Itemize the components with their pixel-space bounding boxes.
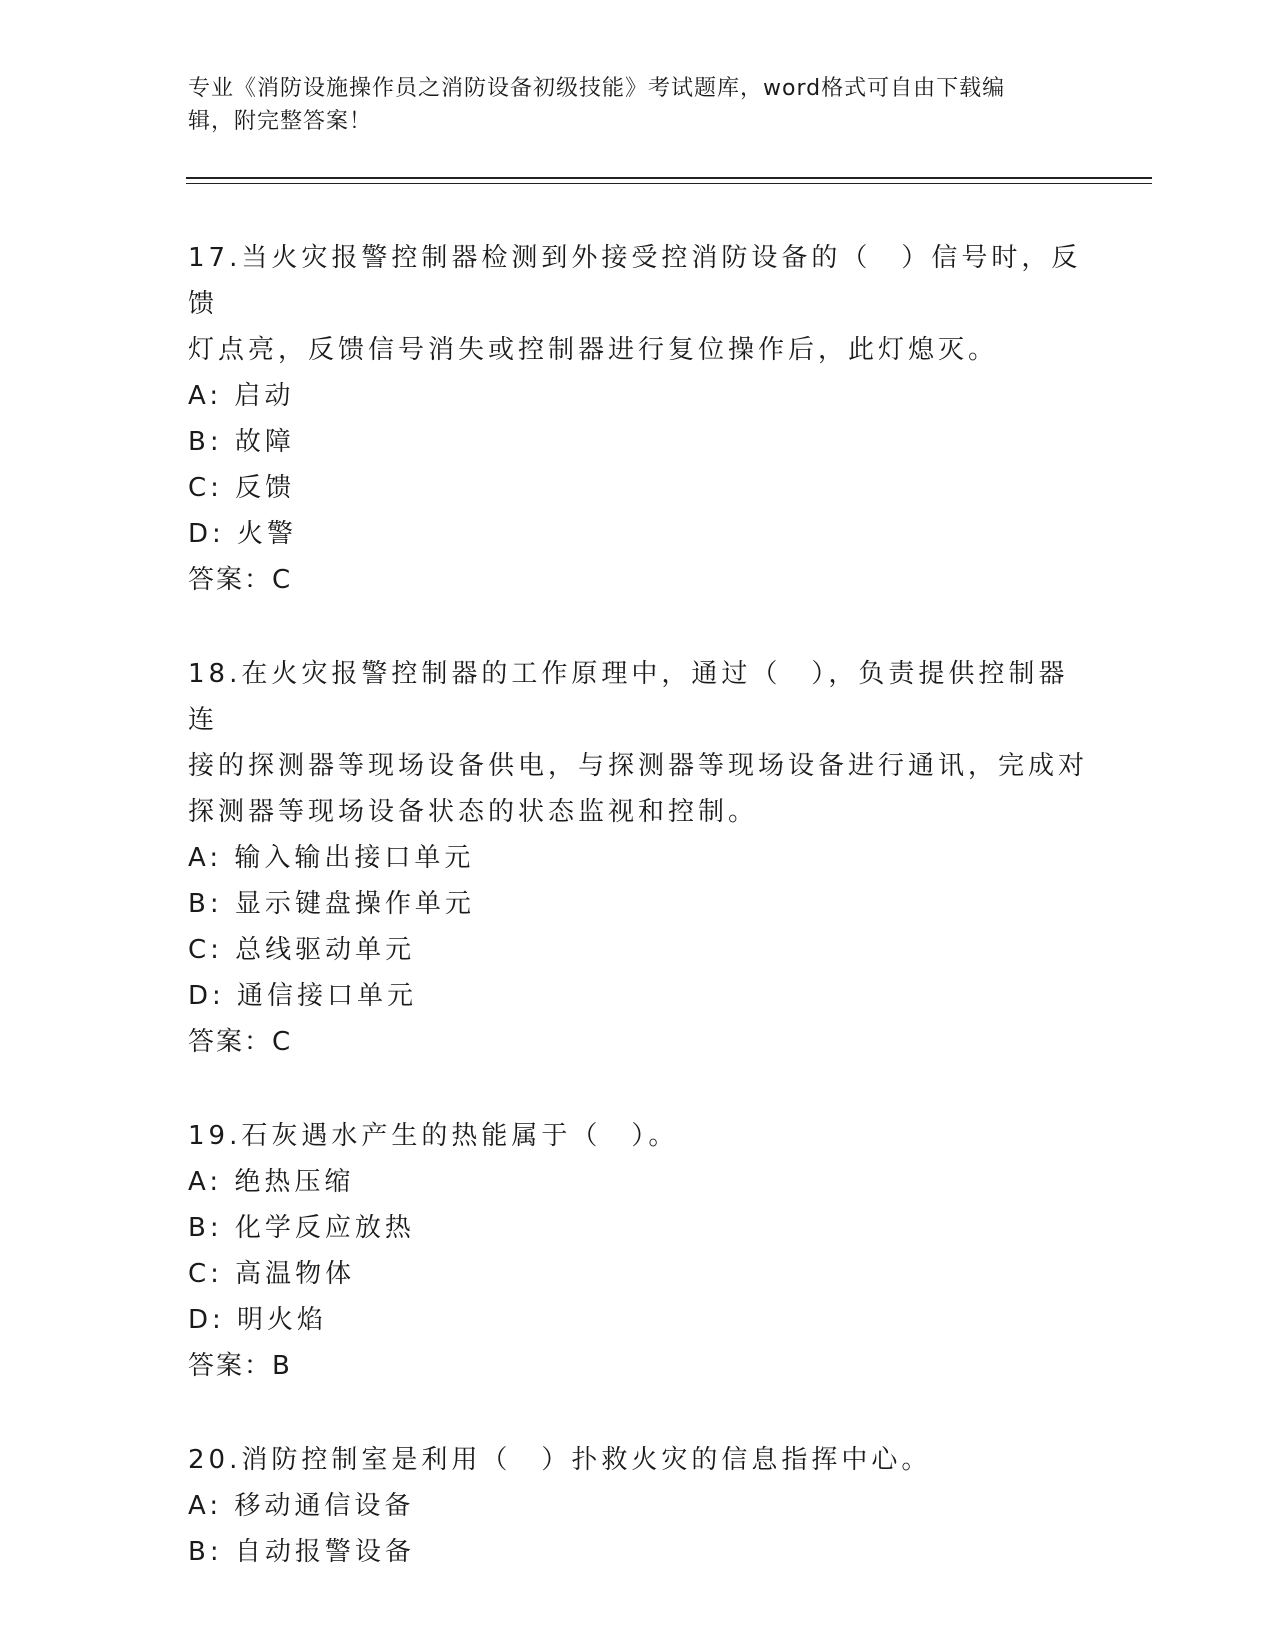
answer: 答案：C (188, 565, 293, 595)
header-divider-thick (186, 177, 1152, 179)
option-b: B: 显示键盘操作单元 (188, 889, 475, 919)
question-stem-line: 17.当火灾报警控制器检测到外接受控消防设备的（ ）信号时，反馈 (188, 243, 1082, 319)
option-c: C: 高温物体 (188, 1259, 356, 1289)
question-stem-line: 探测器等现场设备状态的状态监视和控制。 (188, 797, 759, 827)
header-divider-thin (186, 183, 1152, 184)
option-c: C: 总线驱动单元 (188, 935, 416, 965)
option-a: A: 绝热压缩 (188, 1167, 355, 1197)
option-d: D: 火警 (188, 519, 298, 549)
option-b: B: 自动报警设备 (188, 1537, 415, 1567)
option-a: A: 移动通信设备 (188, 1491, 415, 1521)
question-stem-line: 灯点亮，反馈信号消失或控制器进行复位操作后，此灯熄灭。 (188, 335, 999, 365)
option-b: B: 故障 (188, 427, 295, 457)
option-d: D: 通信接口单元 (188, 981, 418, 1011)
question-stem-line: 19.石灰遇水产生的热能属于（ ）。 (188, 1121, 679, 1151)
question-17 (188, 235, 1088, 603)
question-20 (188, 1437, 1088, 1575)
question-19 (188, 1113, 1088, 1389)
option-a: A: 启动 (188, 381, 295, 411)
document-header (188, 72, 1068, 138)
option-a: A: 输入输出接口单元 (188, 843, 475, 873)
header-line-1: 专业《消防设施操作员之消防设备初级技能》考试题库，word格式可自由下载编 (188, 76, 1006, 101)
question-stem-line: 接的探测器等现场设备供电，与探测器等现场设备进行通讯，完成对 (188, 751, 1089, 781)
answer: 答案：C (188, 1027, 293, 1057)
header-line-2: 辑，附完整答案！ (188, 109, 373, 134)
answer: 答案：B (188, 1351, 292, 1381)
question-stem-line: 18.在火灾报警控制器的工作原理中，通过（ ），负责提供控制器连 (188, 659, 1069, 735)
question-18 (188, 651, 1088, 1065)
option-c: C: 反馈 (188, 473, 296, 503)
question-stem-line: 20.消防控制室是利用（ ）扑救火灾的信息指挥中心。 (188, 1445, 932, 1475)
question-list (188, 235, 1088, 1623)
option-d: D: 明火焰 (188, 1305, 328, 1335)
option-b: B: 化学反应放热 (188, 1213, 415, 1243)
